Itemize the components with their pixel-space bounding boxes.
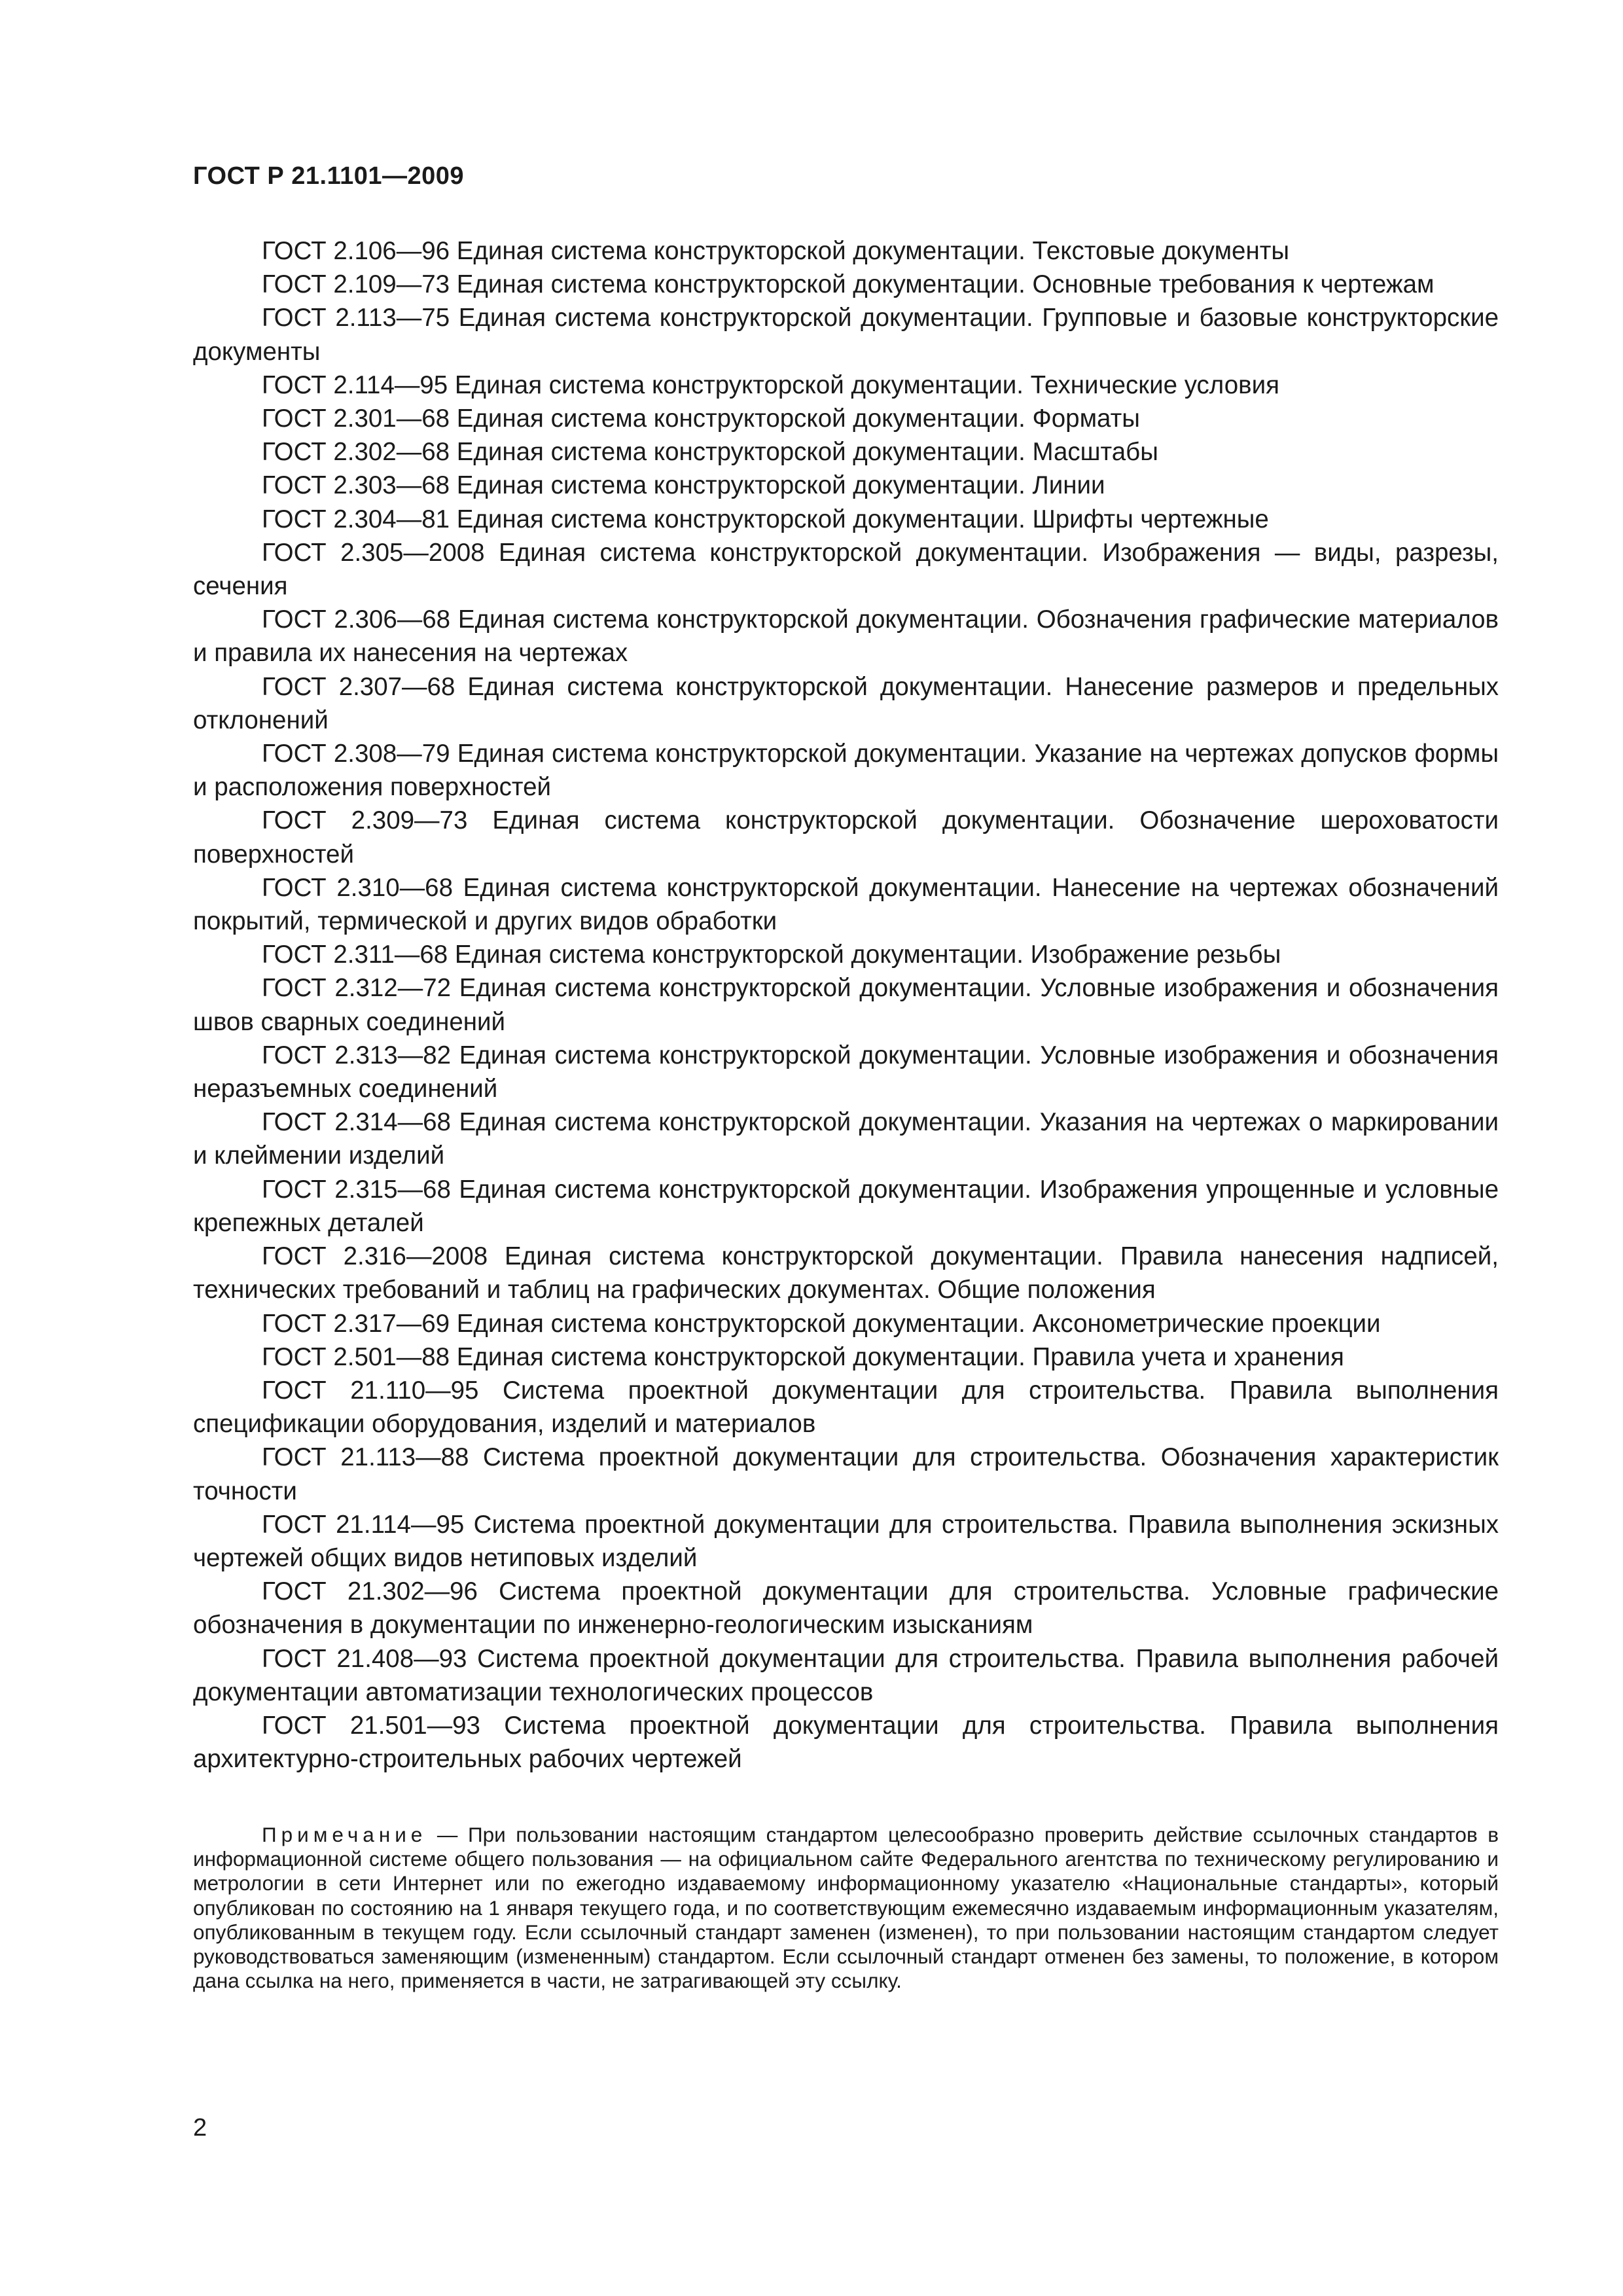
reference-item: ГОСТ 21.113—88 Система проектной документации для строительства. Обозначения характеристик точности (193, 1443, 1499, 1505)
note-paragraph (193, 1823, 1499, 1993)
reference-item: ГОСТ 2.316—2008 Единая система конструкторской документации. Правила нанесения надписей, технических требований и таблиц на графических документах. Общие положения (193, 1242, 1499, 1304)
reference-item: ГОСТ 2.312—72 Единая система конструкторской документации. Условные изображения и обозначения швов сварных соединений (193, 974, 1499, 1036)
page-number: 2 (193, 2114, 207, 2142)
reference-item: ГОСТ 2.308—79 Единая система конструкторской документации. Указание на чертежах допусков формы и расположения поверхностей (193, 740, 1499, 802)
reference-item: ГОСТ 21.114—95 Система проектной документации для строительства. Правила выполнения эскизных чертежей общих видов нетиповых изделий (193, 1510, 1499, 1572)
reference-item: ГОСТ 21.302—96 Система проектной документации для строительства. Условные графические обозначения в документации по инженерно-геологическим изысканиям (193, 1577, 1499, 1640)
reference-item: ГОСТ 2.307—68 Единая система конструкторской документации. Нанесение размеров и предельных отклонений (193, 672, 1499, 734)
note-label: Примечание (262, 1823, 427, 1846)
reference-item: ГОСТ 2.109—73 Единая система конструкторской документации. Основные требования к чертежам (262, 270, 1435, 299)
reference-item: ГОСТ 2.302—68 Единая система конструкторской документации. Масштабы (262, 438, 1158, 467)
reference-item: ГОСТ 2.306—68 Единая система конструкторской документации. Обозначения графические материалов и правила их нанесения на чертежах (193, 605, 1499, 668)
reference-item: ГОСТ 2.315—68 Единая система конструкторской документации. Изображения упрощенные и условные крепежных деталей (193, 1175, 1499, 1237)
reference-item: ГОСТ 2.304—81 Единая система конструкторской документации. Шрифты чертежные (262, 505, 1269, 533)
reference-item: ГОСТ 21.408—93 Система проектной документации для строительства. Правила выполнения рабочей документации автоматизации технологических процессов (193, 1644, 1499, 1706)
reference-item: ГОСТ 2.317—69 Единая система конструкторской документации. Аксонометрические проекции (262, 1309, 1381, 1338)
reference-item: ГОСТ 21.110—95 Система проектной документации для строительства. Правила выполнения спецификации оборудования, изделий и материалов (193, 1376, 1499, 1439)
reference-item: ГОСТ 2.309—73 Единая система конструкторской документации. Обозначение шероховатости поверхностей (193, 806, 1499, 869)
document-code-header: ГОСТ Р 21.1101—2009 (193, 162, 465, 190)
reference-item: ГОСТ 21.501—93 Система проектной документации для строительства. Правила выполнения архитектурно-строительных рабочих чертежей (193, 1711, 1499, 1774)
reference-item: ГОСТ 2.301—68 Единая система конструкторской документации. Форматы (262, 404, 1140, 433)
note-text: — При пользовании настоящим стандартом целесообразно проверить действие ссылочных стандартов в информационной системе общего пользования — на официальном сайте Федерального агентства по техническому регулированию и метрологии в сети Интернет или по ежегодно издаваемому информационному указателю «Национальные стандарты», который опубликован по состоянию на 1 января текущего года, и по соответствующим ежемесячно издаваемым информационным указателям, опубликованным в текущем году. Если ссылочный стандарт заменен (изменен), то при пользовании настоящим стандартом следует руководствоваться заменяющим (измененным) стандартом. Если ссылочный стандарт отменен без замены, то положение, в котором дана ссылка на него, применяется в части, не затрагивающей эту ссылку. (193, 1823, 1499, 1993)
normative-references-list (193, 234, 1499, 1776)
reference-item: ГОСТ 2.310—68 Единая система конструкторской документации. Нанесение на чертежах обозначений покрытий, термической и других видов обработки (193, 873, 1499, 936)
reference-item: ГОСТ 2.106—96 Единая система конструкторской документации. Текстовые документы (262, 237, 1290, 265)
reference-item: ГОСТ 2.114—95 Единая система конструкторской документации. Технические условия (262, 370, 1279, 399)
reference-item: ГОСТ 2.305—2008 Единая система конструкторской документации. Изображения — виды, разрезы, сечения (193, 538, 1499, 601)
reference-item: ГОСТ 2.501—88 Единая система конструкторской документации. Правила учета и хранения (262, 1342, 1344, 1371)
reference-item: ГОСТ 2.303—68 Единая система конструкторской документации. Линии (262, 471, 1105, 500)
reference-item: ГОСТ 2.313—82 Единая система конструкторской документации. Условные изображения и обозначения неразъемных соединений (193, 1041, 1499, 1103)
reference-item: ГОСТ 2.113—75 Единая система конструкторской документации. Групповые и базовые конструкторские документы (193, 304, 1499, 366)
reference-item: ГОСТ 2.314—68 Единая система конструкторской документации. Указания на чертежах о маркировании и клеймении изделий (193, 1108, 1499, 1170)
reference-item: ГОСТ 2.311—68 Единая система конструкторской документации. Изображение резьбы (262, 941, 1281, 969)
